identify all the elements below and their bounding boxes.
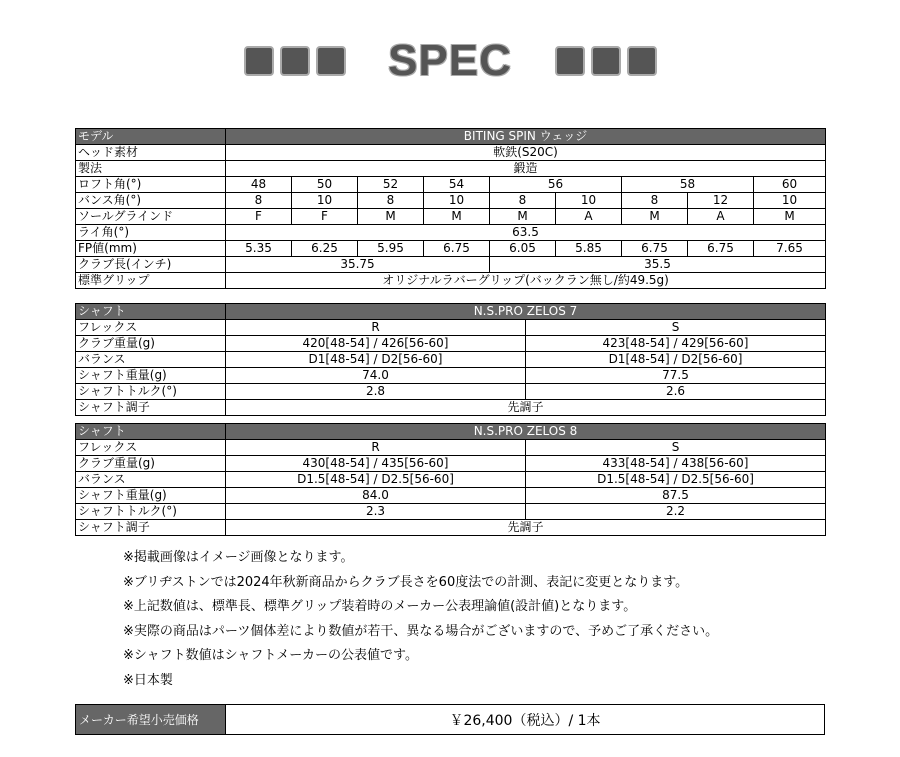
fp-value: 6.75	[622, 241, 688, 257]
table-row	[76, 456, 826, 472]
fp-value: 5.35	[226, 241, 292, 257]
table-row	[76, 225, 826, 241]
head-material-label: ヘッド素材	[76, 145, 226, 161]
note-item: ※ブリヂストンでは2024年秋新商品からクラブ長さを60度法での計測、表記に変更となります。	[123, 574, 689, 590]
notes-list	[123, 546, 718, 693]
shaft-name: N.S.PRO ZELOS 7	[226, 304, 826, 320]
shaft-weight-label: シャフト重量(g)	[76, 368, 226, 384]
spec-title-banner	[0, 30, 900, 90]
shaft-label: シャフト	[76, 424, 226, 440]
table-row	[76, 304, 826, 320]
shaft-spec-table	[75, 303, 826, 416]
price-value: ￥26,400（税込）/ 1本	[226, 705, 825, 735]
kick-label: シャフト調子	[76, 520, 226, 536]
process-label: 製法	[76, 161, 226, 177]
shaft-weight-value: 87.5	[526, 488, 826, 504]
price-label: メーカー希望小売価格	[76, 705, 226, 735]
balance-value: D1.5[48-54] / D2.5[56-60]	[526, 472, 826, 488]
sole-value: F	[292, 209, 358, 225]
torque-value: 2.2	[526, 504, 826, 520]
club-weight-label: クラブ重量(g)	[76, 336, 226, 352]
table-row	[76, 384, 826, 400]
table-row	[76, 320, 826, 336]
flex-label: フレックス	[76, 440, 226, 456]
length-value: 35.75	[226, 257, 490, 273]
balance-value: D1[48-54] / D2[56-60]	[526, 352, 826, 368]
torque-value: 2.6	[526, 384, 826, 400]
loft-value: 54	[424, 177, 490, 193]
square-icon	[280, 46, 310, 76]
table-row	[76, 193, 826, 209]
club-weight-value: 433[48-54] / 438[56-60]	[526, 456, 826, 472]
kick-value: 先調子	[226, 520, 826, 536]
shaft-weight-value: 84.0	[226, 488, 526, 504]
shaft-spec-table	[75, 423, 826, 536]
shaft-name: N.S.PRO ZELOS 8	[226, 424, 826, 440]
flex-value: R	[226, 440, 526, 456]
process-value: 鍛造	[226, 161, 826, 177]
grip-label: 標準グリップ	[76, 273, 226, 289]
fp-value: 7.65	[754, 241, 826, 257]
model-value: BITING SPIN ウェッジ	[226, 129, 826, 145]
table-row	[76, 400, 826, 416]
note-item: ※上記数値は、標準長、標準グリップ装着時のメーカー公表理論値(設計値)となります。	[123, 599, 637, 614]
torque-value: 2.3	[226, 504, 526, 520]
club-weight-value: 420[48-54] / 426[56-60]	[226, 336, 526, 352]
table-row	[76, 145, 826, 161]
flex-value: S	[526, 440, 826, 456]
torque-value: 2.8	[226, 384, 526, 400]
balance-label: バランス	[76, 472, 226, 488]
square-icon	[316, 46, 346, 76]
sole-value: M	[754, 209, 826, 225]
lie-label: ライ角(°)	[76, 225, 226, 241]
bounce-value: 8	[226, 193, 292, 209]
sole-value: M	[622, 209, 688, 225]
sole-label: ソールグラインド	[76, 209, 226, 225]
bounce-value: 8	[358, 193, 424, 209]
table-row	[76, 440, 826, 456]
square-icon	[555, 46, 585, 76]
table-row	[76, 257, 826, 273]
balance-value: D1[48-54] / D2[56-60]	[226, 352, 526, 368]
balance-label: バランス	[76, 352, 226, 368]
note-item: ※日本製	[123, 672, 173, 688]
club-weight-label: クラブ重量(g)	[76, 456, 226, 472]
fp-value: 5.95	[358, 241, 424, 257]
flex-value: R	[226, 320, 526, 336]
sole-value: A	[688, 209, 754, 225]
square-icon	[244, 46, 274, 76]
bounce-label: バンス角(°)	[76, 193, 226, 209]
model-label: モデル	[76, 129, 226, 145]
grip-value: オリジナルラバーグリップ(バックラン無し/約49.5g)	[226, 273, 826, 289]
loft-value: 58	[622, 177, 754, 193]
fp-value: 5.85	[556, 241, 622, 257]
fp-label: FP値(mm)	[76, 241, 226, 257]
fp-value: 6.75	[688, 241, 754, 257]
table-row	[76, 273, 826, 289]
club-spec-table	[75, 128, 826, 289]
table-row	[76, 129, 826, 145]
bounce-value: 8	[622, 193, 688, 209]
table-row	[76, 177, 826, 193]
flex-label: フレックス	[76, 320, 226, 336]
table-row	[76, 209, 826, 225]
square-icon	[591, 46, 621, 76]
table-row	[76, 504, 826, 520]
flex-value: S	[526, 320, 826, 336]
shaft-weight-value: 77.5	[526, 368, 826, 384]
lie-value: 63.5	[226, 225, 826, 241]
bounce-value: 10	[292, 193, 358, 209]
table-row	[76, 161, 826, 177]
fp-value: 6.75	[424, 241, 490, 257]
sole-value: M	[358, 209, 424, 225]
shaft-label: シャフト	[76, 304, 226, 320]
table-row	[76, 352, 826, 368]
shaft-weight-value: 74.0	[226, 368, 526, 384]
table-row	[76, 488, 826, 504]
sole-value: F	[226, 209, 292, 225]
kick-label: シャフト調子	[76, 400, 226, 416]
note-item: ※実際の商品はパーツ個体差により数値が若干、異なる場合がございますので、予めご了承ください。	[123, 623, 719, 639]
sole-value: A	[556, 209, 622, 225]
shaft-weight-label: シャフト重量(g)	[76, 488, 226, 504]
fp-value: 6.05	[490, 241, 556, 257]
sole-value: M	[490, 209, 556, 225]
length-value: 35.5	[490, 257, 826, 273]
torque-label: シャフトトルク(°)	[76, 504, 226, 520]
note-item: ※掲載画像はイメージ画像となります。	[123, 550, 354, 565]
table-row	[76, 520, 826, 536]
table-row	[76, 336, 826, 352]
loft-value: 60	[754, 177, 826, 193]
bounce-value: 10	[556, 193, 622, 209]
bounce-value: 10	[424, 193, 490, 209]
length-label: クラブ長(インチ)	[76, 257, 226, 273]
loft-label: ロフト角(°)	[76, 177, 226, 193]
page-title: SPEC	[388, 36, 512, 85]
club-weight-value: 423[48-54] / 429[56-60]	[526, 336, 826, 352]
table-row	[76, 368, 826, 384]
price-table	[75, 704, 825, 735]
table-row	[76, 472, 826, 488]
bounce-value: 8	[490, 193, 556, 209]
table-row	[76, 424, 826, 440]
torque-label: シャフトトルク(°)	[76, 384, 226, 400]
square-icon	[627, 46, 657, 76]
loft-value: 52	[358, 177, 424, 193]
club-weight-value: 430[48-54] / 435[56-60]	[226, 456, 526, 472]
fp-value: 6.25	[292, 241, 358, 257]
bounce-value: 10	[754, 193, 826, 209]
balance-value: D1.5[48-54] / D2.5[56-60]	[226, 472, 526, 488]
loft-value: 56	[490, 177, 622, 193]
loft-value: 48	[226, 177, 292, 193]
table-row	[76, 241, 826, 257]
loft-value: 50	[292, 177, 358, 193]
bounce-value: 12	[688, 193, 754, 209]
kick-value: 先調子	[226, 400, 826, 416]
note-item: ※シャフト数値はシャフトメーカーの公表値です。	[123, 648, 418, 663]
table-row	[76, 705, 825, 735]
head-material-value: 軟鉄(S20C)	[226, 145, 826, 161]
sole-value: M	[424, 209, 490, 225]
